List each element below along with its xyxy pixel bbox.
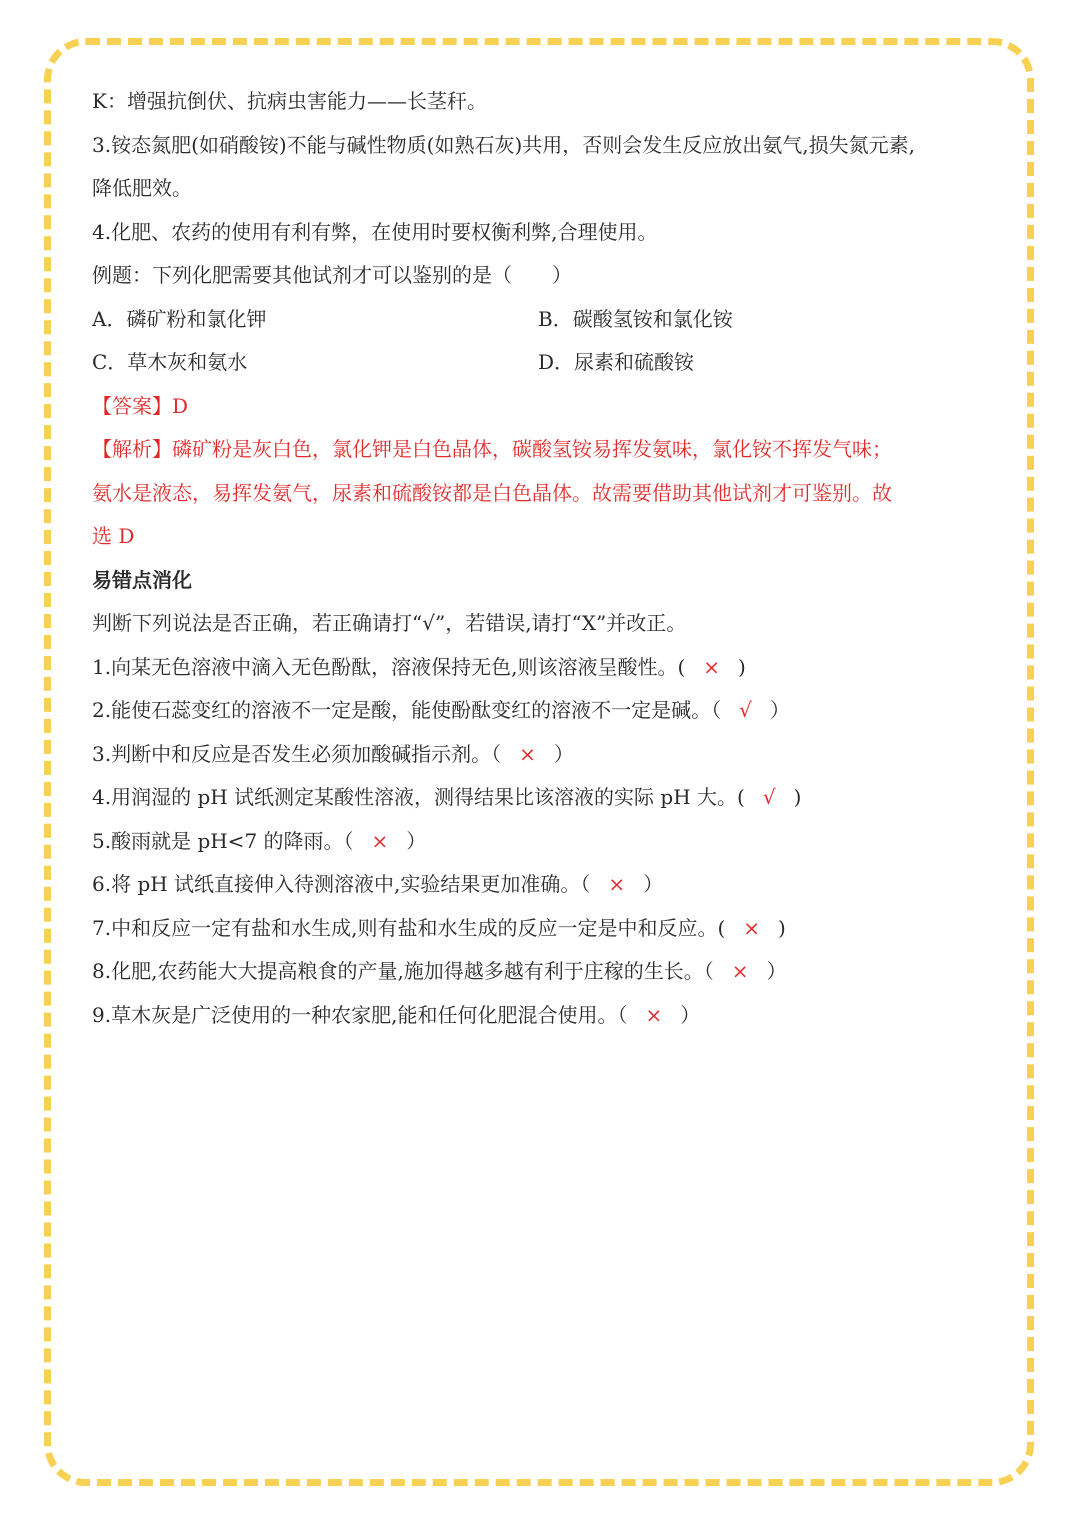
option-d: D．尿素和硫酸铵	[538, 350, 695, 374]
judgement-item	[92, 994, 992, 1038]
cross-mark: ×	[608, 872, 626, 896]
item-text: 2.能使石蕊变红的溶液不一定是酸，能使酚酞变红的溶液不一定是碱。（	[92, 698, 722, 722]
close-paren: )	[738, 654, 746, 679]
item-text: 3.判断中和反应是否发生必须加酸碱指示剂。（	[92, 741, 502, 766]
close-paren: ）	[643, 872, 664, 896]
item-text: 7.中和反应一定有盐和水生成,则有盐和水生成的反应一定是中和反应。(	[92, 915, 726, 940]
close-paren: ）	[553, 741, 574, 766]
options-row-1	[92, 298, 992, 342]
judgement-item	[92, 776, 992, 820]
analysis-line-2: 氨水是液态，易挥发氨气，尿素和硫酸铵都是白色晶体。故需要借助其他试剂才可鉴别。故	[92, 480, 892, 505]
judgement-item	[92, 950, 992, 994]
option-a: A．磷矿粉和氯化钾	[92, 306, 267, 331]
potassium-line: K：增强抗倒伏、抗病虫害能力——长茎秆。	[92, 89, 487, 113]
point-3-line-2: 降低肥效。	[92, 176, 192, 200]
item-text: 4.用润湿的 pH 试纸测定某酸性溶液，测得结果比该溶液的实际 pH 大。(	[92, 785, 745, 809]
judgement-item	[92, 689, 992, 733]
cross-mark: ×	[703, 654, 721, 679]
close-paren: )	[793, 785, 802, 809]
cross-mark: ×	[645, 1002, 663, 1027]
analysis-line-3: 选 D	[92, 524, 135, 548]
options-row-2	[92, 341, 992, 385]
close-paren: ）	[680, 1002, 701, 1027]
answer: 【答案】D	[92, 393, 189, 418]
item-text: 6.将 pH 试纸直接伸入待测溶液中,实验结果更加准确。（	[92, 872, 591, 896]
cross-mark: ×	[743, 915, 761, 940]
cross-mark: ×	[371, 828, 389, 853]
close-paren: ）	[769, 698, 790, 722]
close-paren: )	[778, 915, 786, 940]
analysis-line-1: 【解析】磷矿粉是灰白色，氯化钾是白色晶体，碳酸氢铵易挥发氨味，氯化铵不挥发气味；	[92, 437, 892, 461]
judgement-item	[92, 646, 992, 690]
item-text: 1.向某无色溶液中滴入无色酚酞，溶液保持无色,则该溶液呈酸性。(	[92, 654, 686, 679]
section-title: 易错点消化	[92, 567, 192, 592]
check-mark: √	[739, 698, 752, 722]
judgement-item	[92, 820, 992, 864]
point-3-line-1: 3.铵态氮肥(如硝酸铵)不能与碱性物质(如熟石灰)共用，否则会发生反应放出氨气,损失氮元素,	[92, 132, 916, 157]
item-text: 9.草木灰是广泛使用的一种农家肥,能和任何化肥混合使用。（	[92, 1002, 628, 1027]
point-4: 4.化肥、农药的使用有利有弊，在使用时要权衡利弊,合理使用。	[92, 219, 658, 244]
option-b: B．碳酸氢铵和氯化铵	[538, 306, 733, 331]
item-text: 5.酸雨就是 pH<7 的降雨。（	[92, 828, 354, 853]
close-paren: ）	[406, 828, 427, 853]
example-question: 例题：下列化肥需要其他试剂才可以鉴别的是（ ）	[92, 263, 572, 287]
judgement-item	[92, 863, 992, 907]
check-mark: √	[762, 785, 776, 809]
close-paren: ）	[766, 959, 787, 983]
cross-mark: ×	[731, 959, 749, 983]
item-text: 8.化肥,农药能大大提高粮食的产量,施加得越多越有利于庄稼的生长。（	[92, 959, 714, 983]
option-c: C．草木灰和氨水	[92, 350, 248, 374]
judgement-item	[92, 907, 992, 951]
judgement-item	[92, 733, 992, 777]
cross-mark: ×	[519, 741, 536, 766]
page-content	[92, 80, 992, 1037]
section-intro: 判断下列说法是否正确，若正确请打“√”，若错误,请打“X”并改正。	[92, 611, 687, 635]
